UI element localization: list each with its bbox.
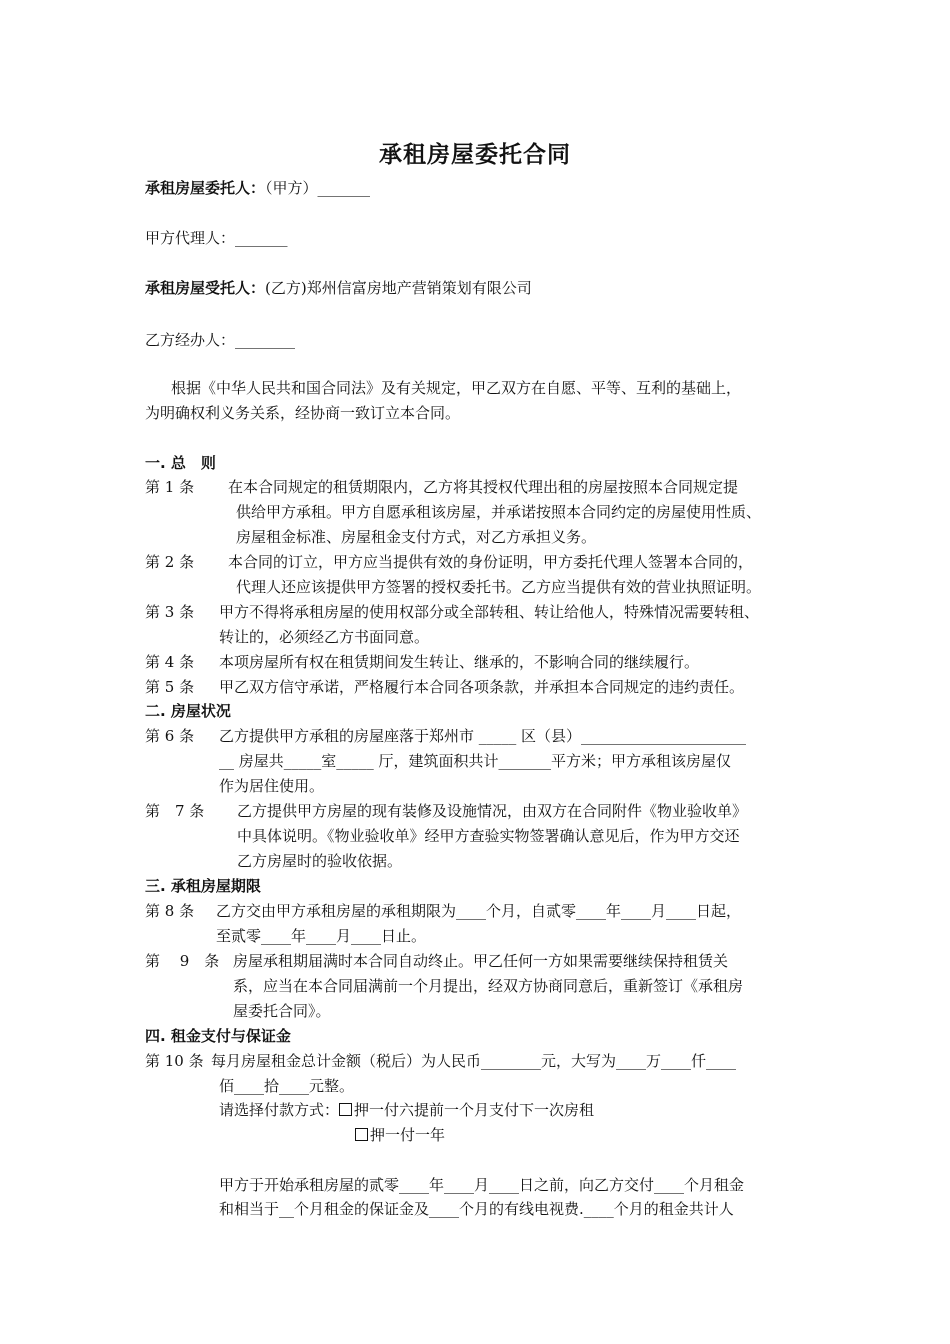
article-10-line-2: 佰____拾____元整。 [219, 1077, 355, 1095]
article-10-label: 第 10 条 [145, 1052, 204, 1070]
article-4-line-1: 本项房屋所有权在租赁期间发生转让、继承的，不影响合同的继续履行。 [219, 653, 700, 671]
article-1-line-1: 在本合同规定的租赁期限内，乙方将其授权代理出租的房屋按照本合同规定提 [228, 478, 739, 496]
handler-b-line: 乙方经办人：________ [145, 331, 296, 349]
section-heading-rent: 四. 租金支付与保证金 [145, 1027, 291, 1045]
section-heading-general: 一. 总 则 [145, 454, 216, 472]
article-2-line-1: 本合同的订立，甲方应当提供有效的身份证明，甲方委托代理人签署本合同的， [228, 553, 754, 571]
agent-a-line: 甲方代理人：_______ [145, 229, 288, 247]
article-7-line-3: 乙方房屋时的验收依据。 [237, 852, 403, 870]
article-10-line-1: 每月房屋租金总计金额（税后）为人民币________元，大写为____万____仟____ [211, 1052, 737, 1070]
article-7-line-2: 中具体说明。《物业验收单》经甲方查验实物签署确认意见后，作为甲方交还 [237, 827, 740, 845]
article-9-line-1: 房屋承租期届满时本合同自动终止。甲乙任何一方如果需要继续保持租赁关 [233, 952, 729, 970]
payment-option-1: 押一付六提前一个月支付下一次房租 [354, 1101, 595, 1119]
article-2-line-2: 代理人还应该提供甲方签署的授权委托书。乙方应当提供有效的营业执照证明。 [236, 578, 762, 596]
article-10-payment-line-1: 甲方于开始承租房屋的贰零____年____月____日之前，向乙方交付____个月租金 [219, 1176, 745, 1194]
preamble-line-1: 根据《中华人民共和国合同法》及有关规定，甲乙双方在自愿、平等、互利的基础上， [171, 379, 742, 397]
article-1-label: 第 1 条 [145, 478, 195, 496]
article-2-label: 第 2 条 [145, 553, 195, 571]
article-5-label: 第 5 条 [145, 678, 195, 696]
payment-method-label: 请选择付款方式： [219, 1101, 340, 1119]
article-8-label: 第 8 条 [145, 902, 195, 920]
article-7-label: 第 7 条 [145, 802, 205, 820]
article-1-line-2: 供给甲方承租。甲方自愿承租该房屋，并承诺按照本合同约定的房屋使用性质、 [236, 503, 762, 521]
article-6-line-3: 作为居住使用。 [219, 777, 325, 795]
article-10-payment-line-2: 和相当于__个月租金的保证金及____个月的有线电视费.____个月的租金共计人 [219, 1200, 734, 1218]
section-heading-term: 三. 承租房屋期限 [145, 877, 261, 895]
trustee-value: (乙方)郑州信富房地产营销策划有限公司 [265, 279, 532, 297]
payment-option-2: 押一付一年 [370, 1126, 446, 1144]
article-1-line-3: 房屋租金标准、房屋租金支付方式，对乙方承担义务。 [236, 528, 597, 546]
article-9-label: 第 9 条 [145, 952, 220, 970]
article-5-line-1: 甲乙双方信守承诺，严格履行本合同各项条款，并承担本合同规定的违约责任。 [219, 678, 745, 696]
preamble-line-2: 为明确权利义务关系，经协商一致订立本合同。 [145, 404, 461, 422]
article-8-line-1: 乙方交由甲方承租房屋的承租期限为____个月，自贰零____年____月____日起， [216, 902, 742, 920]
article-8-line-2: 至贰零____年____月____日止。 [216, 927, 427, 945]
article-7-line-1: 乙方提供甲方房屋的现有装修及设施情况，由双方在合同附件《物业验收单》 [237, 802, 748, 820]
trustee-line [145, 278, 532, 298]
article-4-label: 第 4 条 [145, 653, 195, 671]
article-3-line-1: 甲方不得将承租房屋的使用权部分或全部转租、转让给他人，特殊情况需要转租、 [219, 603, 760, 621]
article-6-label: 第 6 条 [145, 727, 195, 745]
article-3-label: 第 3 条 [145, 603, 195, 621]
article-6-line-1: 乙方提供甲方承租的房屋座落于郑州市 _____ 区（县）______________________ [219, 727, 747, 745]
principal-line [145, 178, 370, 198]
section-heading-property: 二. 房屋状况 [145, 702, 231, 720]
article-9-line-2: 系，应当在本合同届满前一个月提出，经双方协商同意后，重新签订《承租房 [233, 977, 744, 995]
document-title: 承租房屋委托合同 [379, 142, 571, 168]
payment-option-2-line [355, 1125, 445, 1145]
principal-value: （甲方）_______ [265, 179, 371, 197]
option-checkbox-2[interactable] [355, 1128, 368, 1141]
article-6-line-2: __ 房屋共_____室_____ 厅，建筑面积共计_______平方米；甲方承租该房屋仅 [219, 752, 732, 770]
article-3-line-2: 转让的，必须经乙方书面同意。 [219, 628, 430, 646]
principal-label: 承租房屋委托人： [145, 179, 266, 197]
payment-method-line [219, 1100, 594, 1120]
option-checkbox-1[interactable] [339, 1103, 352, 1116]
article-9-line-3: 屋委托合同》。 [233, 1002, 331, 1020]
trustee-label: 承租房屋受托人： [145, 279, 266, 297]
